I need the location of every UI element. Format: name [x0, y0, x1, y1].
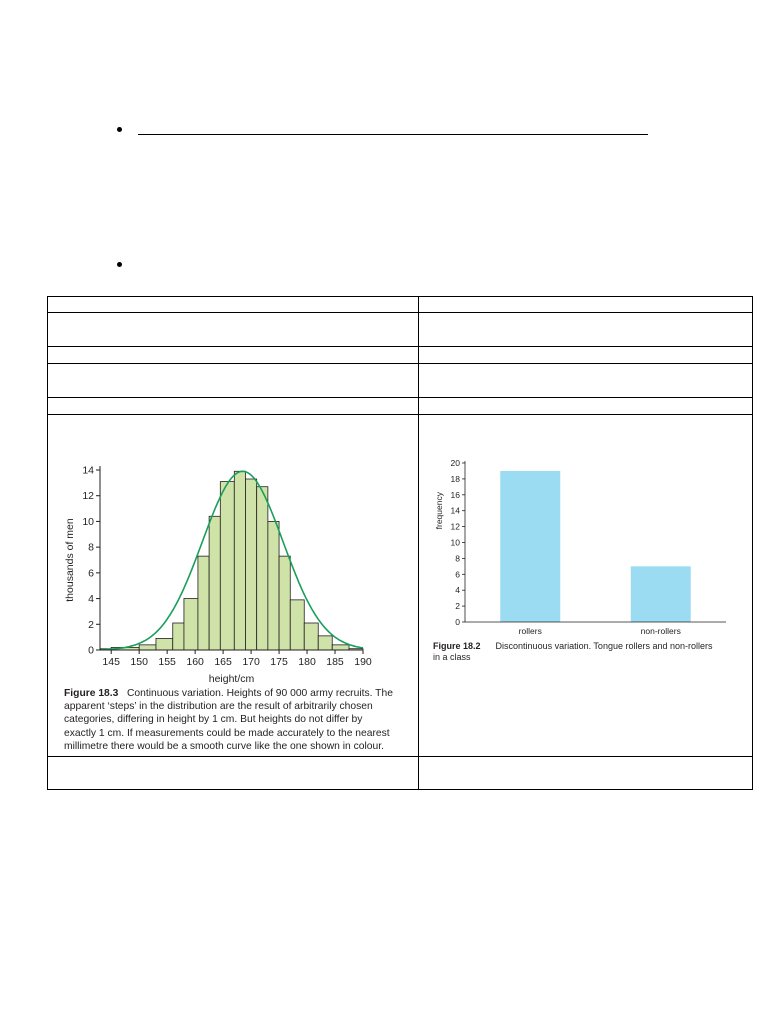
table-column-divider — [418, 296, 419, 790]
y-tick-label: 0 — [455, 617, 460, 627]
histogram-bar — [268, 521, 279, 650]
histogram-bar — [209, 516, 220, 650]
x-tick-label: 145 — [102, 656, 120, 668]
histogram-bar — [279, 556, 290, 650]
y-tick-label: 10 — [450, 537, 460, 548]
figure-18-2-caption — [433, 641, 743, 663]
y-axis-label: frequency — [434, 492, 444, 530]
table-row-line — [47, 363, 753, 364]
histogram-bar — [173, 623, 184, 650]
bullet-point-1 — [117, 127, 122, 132]
histogram-bar — [304, 623, 318, 650]
histogram-bar — [318, 636, 332, 650]
x-category-label: rollers — [518, 626, 542, 636]
table-border-right — [752, 296, 753, 790]
table-row-line — [47, 414, 753, 415]
x-tick-label: 165 — [214, 656, 232, 668]
figure-label: Figure 18.2 — [433, 641, 481, 651]
y-tick-label: 18 — [450, 473, 460, 484]
fill-in-blank-line — [138, 134, 648, 135]
x-tick-label: 180 — [298, 656, 316, 668]
table-border-top — [47, 296, 753, 297]
x-tick-label: 160 — [186, 656, 204, 668]
y-tick-label: 12 — [82, 490, 94, 503]
caption-line: apparent ‘steps’ in the distribution are the result of arbitrarily chosen — [64, 701, 373, 713]
caption-line: millimetre there would be a smooth curve like the one shown in colour. — [64, 740, 384, 752]
y-tick-label: 20 — [450, 458, 460, 468]
caption-line: Discontinuous variation. Tongue rollers and non-rollers — [495, 641, 713, 651]
y-tick-label: 2 — [455, 601, 460, 612]
histogram-bar — [156, 638, 173, 650]
x-tick-label: 175 — [270, 656, 288, 668]
caption-line: in a class — [433, 652, 471, 662]
table-row-line — [47, 756, 753, 757]
y-tick-label: 14 — [82, 464, 94, 477]
bar-non-rollers — [631, 566, 691, 622]
histogram-bar — [184, 599, 198, 650]
caption-line: Continuous variation. Heights of 90 000 army recruits. The — [126, 688, 393, 699]
table-row-line — [47, 397, 753, 398]
y-tick-label: 12 — [450, 521, 460, 532]
table-border-bottom — [47, 789, 753, 790]
histogram-bar — [234, 471, 245, 650]
table-row-line — [47, 346, 753, 347]
x-axis-label: height/cm — [208, 673, 255, 685]
histogram-bar — [245, 479, 256, 650]
figure-18-3-caption — [64, 687, 414, 753]
y-tick-label: 6 — [88, 567, 94, 580]
histogram-bar — [332, 645, 349, 650]
caption-line: exactly 1 cm. If measurements could be made accurately to the nearest — [64, 727, 390, 739]
y-tick-label: 14 — [450, 505, 460, 516]
x-tick-label: 170 — [242, 656, 260, 668]
height-histogram-chart — [60, 455, 380, 690]
y-tick-label: 2 — [88, 618, 94, 631]
x-tick-label: 155 — [158, 656, 176, 668]
y-tick-label: 16 — [450, 489, 460, 500]
y-tick-label: 8 — [88, 541, 94, 554]
caption-line: categories, differing in height by 1 cm. But heights do not differ by — [64, 714, 363, 726]
y-tick-label: 6 — [455, 569, 460, 580]
y-tick-label: 10 — [82, 515, 94, 528]
histogram-bar — [198, 556, 209, 650]
histogram-bar — [220, 482, 234, 650]
histogram-bar — [139, 645, 156, 650]
y-axis-label: thousands of men — [64, 518, 76, 602]
x-tick-label: 190 — [354, 656, 372, 668]
x-category-label: non-rollers — [640, 626, 681, 636]
table-row-line — [47, 312, 753, 313]
histogram-bar — [257, 487, 268, 650]
tongue-rolling-bar-chart — [428, 452, 738, 640]
x-tick-label: 150 — [130, 656, 148, 668]
y-tick-label: 4 — [88, 593, 94, 606]
histogram-bar — [290, 600, 304, 650]
x-tick-label: 185 — [326, 656, 344, 668]
bar-rollers — [500, 471, 560, 622]
y-tick-label: 0 — [88, 644, 94, 657]
y-tick-label: 8 — [455, 553, 460, 564]
table-border-left — [47, 296, 48, 790]
figure-label: Figure 18.3 — [64, 688, 119, 699]
bullet-point-2 — [117, 262, 122, 267]
y-tick-label: 4 — [455, 585, 460, 596]
